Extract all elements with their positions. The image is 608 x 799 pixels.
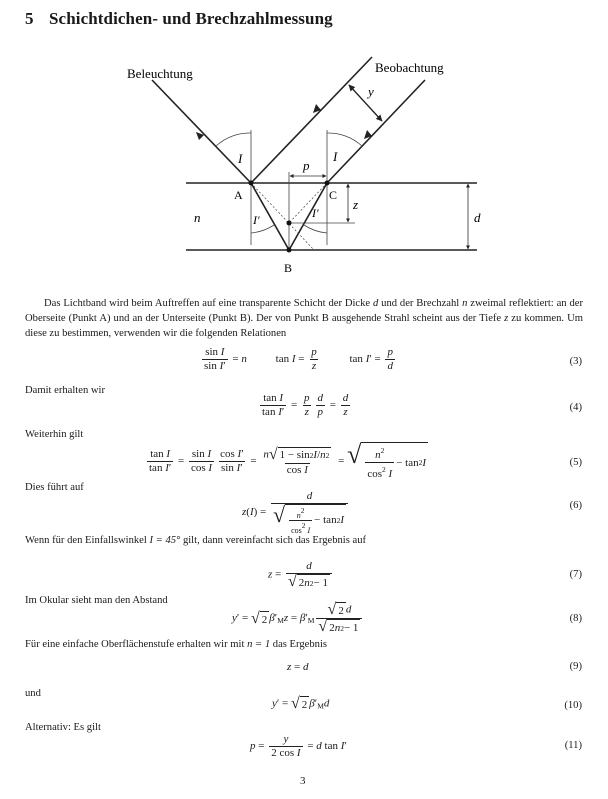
equation-number-3: (3): [569, 356, 582, 367]
virtual-point-dot: [287, 221, 292, 226]
equation-10: y′ = √ 2 $\beta'_Md$: [272, 695, 330, 712]
refracted-ray-bc: [289, 183, 327, 250]
label-shift-p: p: [303, 158, 310, 173]
math-i-45: I = 45°: [149, 535, 181, 546]
equation-number-7: (7): [569, 569, 582, 580]
equation-number-11: (11): [564, 740, 582, 751]
label-weiterhin: Weiterhin gilt: [25, 429, 84, 440]
y-dimension-arrow: [349, 85, 382, 121]
section-title: Schichtdichen- und Brechzahlmessung: [49, 9, 333, 28]
equation-number-10: (10): [564, 700, 582, 711]
point-a-dot: [249, 181, 254, 186]
angle-arc-iprime-c: [304, 225, 327, 233]
label-depth-z: z: [353, 197, 359, 212]
section-number: 5: [25, 9, 34, 28]
label-okular: Im Okular sieht man den Abstand: [25, 595, 168, 606]
equation-number-4: (4): [569, 402, 582, 413]
label-damit: Damit erhalten wir: [25, 385, 106, 396]
label-und: und: [25, 688, 41, 699]
label-distance-y: y: [368, 84, 374, 99]
label-angle-i-c: I: [333, 149, 338, 164]
label-angle-i-a: I: [238, 151, 243, 166]
equation-11: p = $\frac{y}{\text{2 cos I}}$ = d tan I′: [250, 733, 347, 759]
equation-8: y′ = √ 2 $\beta'_Mz = \beta'_M$ √ 2 d √ 2 n 2 − 1: [232, 602, 364, 635]
var-d: d: [373, 298, 379, 309]
angle-arc-i-c: [327, 133, 362, 146]
angle-arc-i-a: [216, 133, 251, 146]
equation-number-6: (6): [569, 500, 582, 511]
equation-9: z = d: [287, 661, 309, 673]
math-n-1: n = 1: [247, 639, 271, 650]
point-c-dot: [325, 181, 330, 186]
reflection-diagram: [0, 0, 608, 290]
label-observation: Beobachtung: [375, 60, 444, 75]
point-b-dot: [287, 248, 292, 253]
var-n: n: [462, 298, 468, 309]
label-wenn: Wenn für den Einfallswinkel I = 45° gilt, dann vereinfacht sich das Ergebnis auf: [25, 535, 367, 546]
equation-5: $\frac{\text{tan I}}{\text{tan I′}}$ = $\frac{\text{sin I}}{\text{cos I}}$ $\frac{\text{cos I′}}{\text{sin I′}}$ = n √ 1 − sin 2 I / n 2 cos I = √ $\frac{n^2}{\cos^2 I}$ − tan 2 I: [149, 440, 427, 480]
label-angle-iprime-c: I′: [312, 206, 319, 220]
exit-ray-c: [327, 80, 425, 183]
equation-3: $\frac{\text{sin I}}{\text{sin I′}}$ = n tan I = $\frac{p}{z}$ tan I′ = $\frac{p}{d}$: [204, 346, 393, 372]
label-angle-iprime-a: I′: [253, 213, 260, 227]
reflected-ray-a: [251, 57, 372, 183]
incident-ray: [152, 80, 251, 183]
equation-number-5: (5): [569, 457, 582, 468]
label-dies: Dies führt auf: [25, 482, 84, 493]
label-thickness-d: d: [474, 210, 481, 225]
label-alternativ: Alternativ: Es gilt: [25, 722, 101, 733]
label-point-a: A: [234, 188, 243, 202]
equation-6: z(I) = d √ $\frac{n^2}{\cos^2 I}$ − tan 2 I: [242, 490, 350, 535]
label-point-c: C: [329, 188, 338, 202]
equation-7: z = d √ 2 n 2 − 1: [268, 560, 334, 590]
label-medium-n: n: [194, 210, 201, 225]
label-illumination: Beleuchtung: [127, 66, 193, 81]
equation-number-8: (8): [569, 613, 582, 624]
label-point-b: B: [284, 261, 293, 275]
page-number: 3: [300, 775, 306, 787]
var-z: z: [504, 313, 509, 324]
label-fuer: Für eine einfache Oberflächenstufe erhalten wir mit n = 1 das Ergebnis: [25, 639, 328, 650]
equation-number-9: (9): [569, 661, 582, 672]
equation-4: $\frac{\text{tan I}}{\text{tan I′}}$ = $\frac{p}{z}$ $\frac{d}{p}$ = $\frac{d}{z}$: [262, 392, 349, 418]
intro-paragraph: Das Lichtband wird beim Auftreffen auf eine transparente Schicht der Dicke d und der Brechzahl n zweimal reflektiert: an der Oberseite (Punkt A) und an der Unterseite (Punkt B). Der von Punkt B ausgehende Strahl scheint aus der Tiefe z zu kommen. Um diese zu bestimmen, verwenden wir die folgenden Relationen: [25, 298, 583, 339]
